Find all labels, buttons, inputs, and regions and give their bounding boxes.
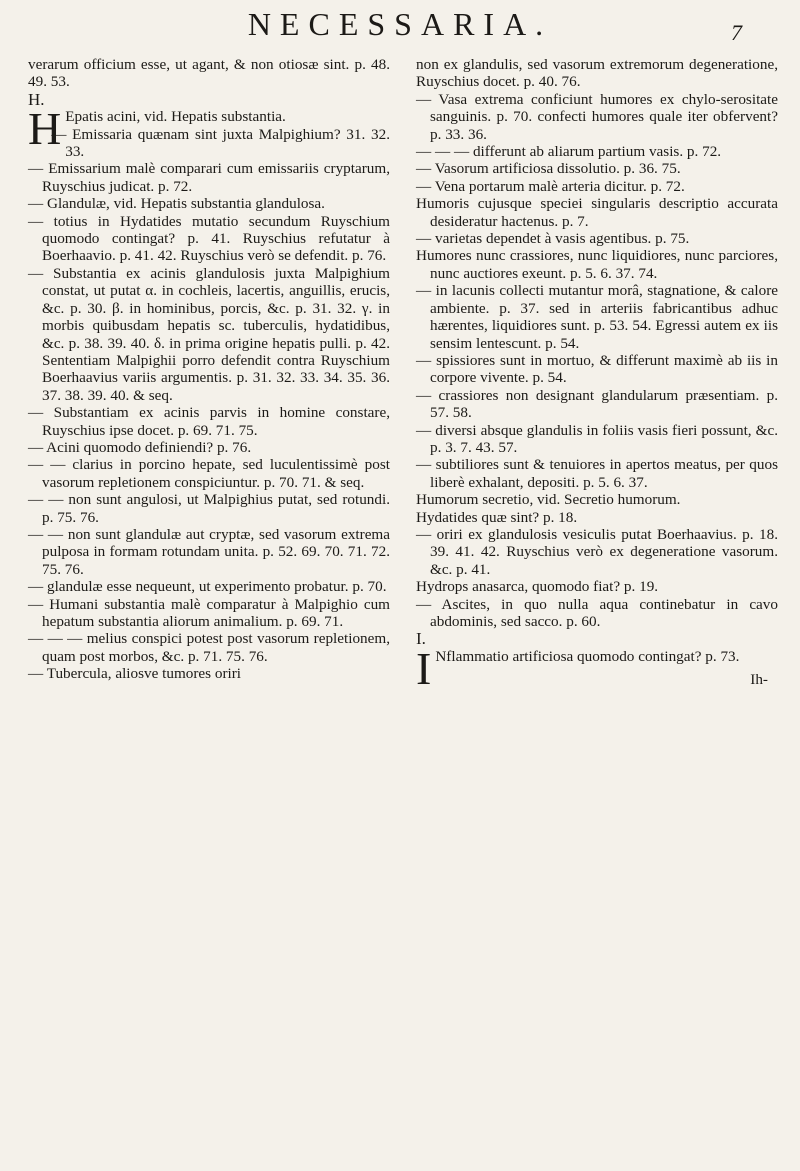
right-column — [416, 56, 778, 694]
entry-text: Epatis acini, vid. Hepatis substantia. — [65, 108, 286, 126]
drop-cap: H — [28, 103, 62, 155]
entry-text: Nflammatio artificiosa quomodo contingat? p. 73. — [435, 647, 740, 665]
index-entry: — spissiores sunt in mortuo, & differunt maximè ab iis in corpore vivente. p. 54. — [416, 351, 778, 387]
index-entry: — Glandulæ, vid. Hepatis substantia glandulosa. — [28, 195, 325, 213]
section-letter-h: H. — [28, 89, 45, 109]
index-entry: — — clarius in porcino hepate, sed luculentissimè post vasorum repletionem conspiciuntur. p. 70. 71. & seq. — [28, 456, 390, 491]
index-entry: non ex glandulis, sed vasorum extremorum degeneratione, Ruyschius docet. p. 40. 76. — [416, 56, 778, 91]
index-entry: — subtiliores sunt & tenuiores in apertos meatus, per quos liberè exhalant, depositi. p. 5. 6. 37. — [416, 456, 778, 491]
index-entry: verarum officium esse, ut agant, & non otiosæ sint. p. 48. 49. 53. — [28, 56, 390, 91]
index-entry: — — non sunt glandulæ aut cryptæ, sed vasorum extrema pulposa in formam rotundam unita. p. 52. 69. 70. 71. 72. 75. 76. — [28, 525, 390, 578]
index-entry: — Vasa extrema conficiunt humores ex chylo-serositate sanguinis. p. 70. confecti humores quale iter obfervent? p. 33. 36. — [416, 90, 778, 143]
index-entry: Humores nunc crassiores, nunc liquidiores, nunc parciores, nunc auctiores exeunt. p. 5. 6. 37. 74. — [416, 247, 778, 282]
index-entry: — Emissaria quænam sint juxta Malpighium? 31. 32. 33. — [51, 125, 390, 161]
section-letter-i: I. — [416, 629, 426, 649]
index-entry: — — — differunt ab aliarum partium vasis. p. 72. — [416, 143, 722, 161]
index-entry: — Vasorum artificiosa dissolutio. p. 36. 75. — [416, 160, 681, 178]
drop-cap: I — [416, 642, 432, 694]
index-entry: — Acini quomodo definiendi? p. 76. — [28, 438, 252, 456]
index-entry: — in lacunis collecti mutantur morâ, stagnatione, & calore ambiente. p. 37. sed in arteriis fabricantibus adhuc hærentes, liquidiores sunt. p. 53. 54. Egressi autem ex iis sensim lentescunt. p. 54. — [416, 282, 778, 352]
index-entry: — — — melius conspici potest post vasorum repletionem, quam post morbos, &c. p. 71. 75. 76. — [28, 630, 390, 665]
index-entry: — Tubercula, aliosve tumores oriri — [28, 665, 242, 683]
index-entry: — Humani substantia malè comparatur à Malpighio cum hepatum substantia aliorum animalium. p. 69. 71. — [28, 595, 390, 630]
index-entry: — Vena portarum malè arteria dicitur. p. 72. — [416, 177, 685, 195]
index-entry: — glandulæ esse nequeunt, ut experimento probatur. p. 70. — [28, 578, 387, 596]
index-entry: — — non sunt angulosi, ut Malpighius putat, sed rotundi. p. 75. 76. — [28, 491, 390, 526]
index-entry: — Ascites, in quo nulla aqua continebatur in cavo abdominis, sed sacco. p. 60. — [416, 595, 778, 630]
left-column — [28, 56, 390, 683]
index-entry: — totius in Hydatides mutatio secundum Ruyschium quomodo contingat? p. 41. Ruyschius refutatur à Boerhaavio. p. 41. 42. Ruyschius verò se defendit. p. 76. — [28, 212, 390, 265]
running-title: NECESSARIA. — [247, 6, 553, 42]
index-entry: Humoris cujusque speciei singularis descriptio accurata desideratur hactenus. p. 7. — [416, 195, 778, 230]
index-entry: Humorum secretio, vid. Secretio humorum. — [416, 491, 681, 509]
catchword: Ih- — [750, 671, 768, 689]
index-entry: Hydatides quæ sint? p. 18. — [416, 508, 578, 526]
index-entry: — Emissarium malè comparari cum emissariis cryptarum, Ruyschius judicat. p. 72. — [28, 160, 390, 195]
index-entry: — diversi absque glandulis in foliis vasis fieri possunt, &c. p. 3. 7. 43. 57. — [416, 421, 778, 456]
index-entry: — oriri ex glandulosis vesiculis putat Boerhaavius. p. 18. 39. 41. 42. Ruyschius verò ex degeneratione vasorum. &c. p. 41. — [416, 525, 778, 578]
index-entry: Hydrops anasarca, quomodo fiat? p. 19. — [416, 578, 659, 596]
index-entry: — crassiores non designant glandularum præsentiam. p. 57. 58. — [416, 386, 778, 422]
index-entry: — Substantiam ex acinis parvis in homine constare, Ruyschius ipse docet. p. 69. 71. 75. — [28, 404, 390, 439]
index-entry: — Substantia ex acinis glandulosis juxta Malpighium constat, ut putat α. in cochleis, lacertis, anguillis, erucis, &c. p. 30. β. in hominibus, porcis, &c. p. 31. 32. γ. in morbis quibusdam hepatis sc. tuberculis, hydatidibus, &c. p. 38. 39. 40. δ. in prima origine hepatis pulli. p. 42. Sententiam Malpighii porro defendit contra Ruyschium Boerhaavius variis argumentis. p. 31. 32. 33. 34. 35. 36. 37. 38. 39. 40. & seq. — [28, 264, 390, 404]
index-entry: — varietas dependet à vasis agentibus. p. 75. — [416, 230, 690, 248]
page-number: 7 — [731, 20, 742, 45]
